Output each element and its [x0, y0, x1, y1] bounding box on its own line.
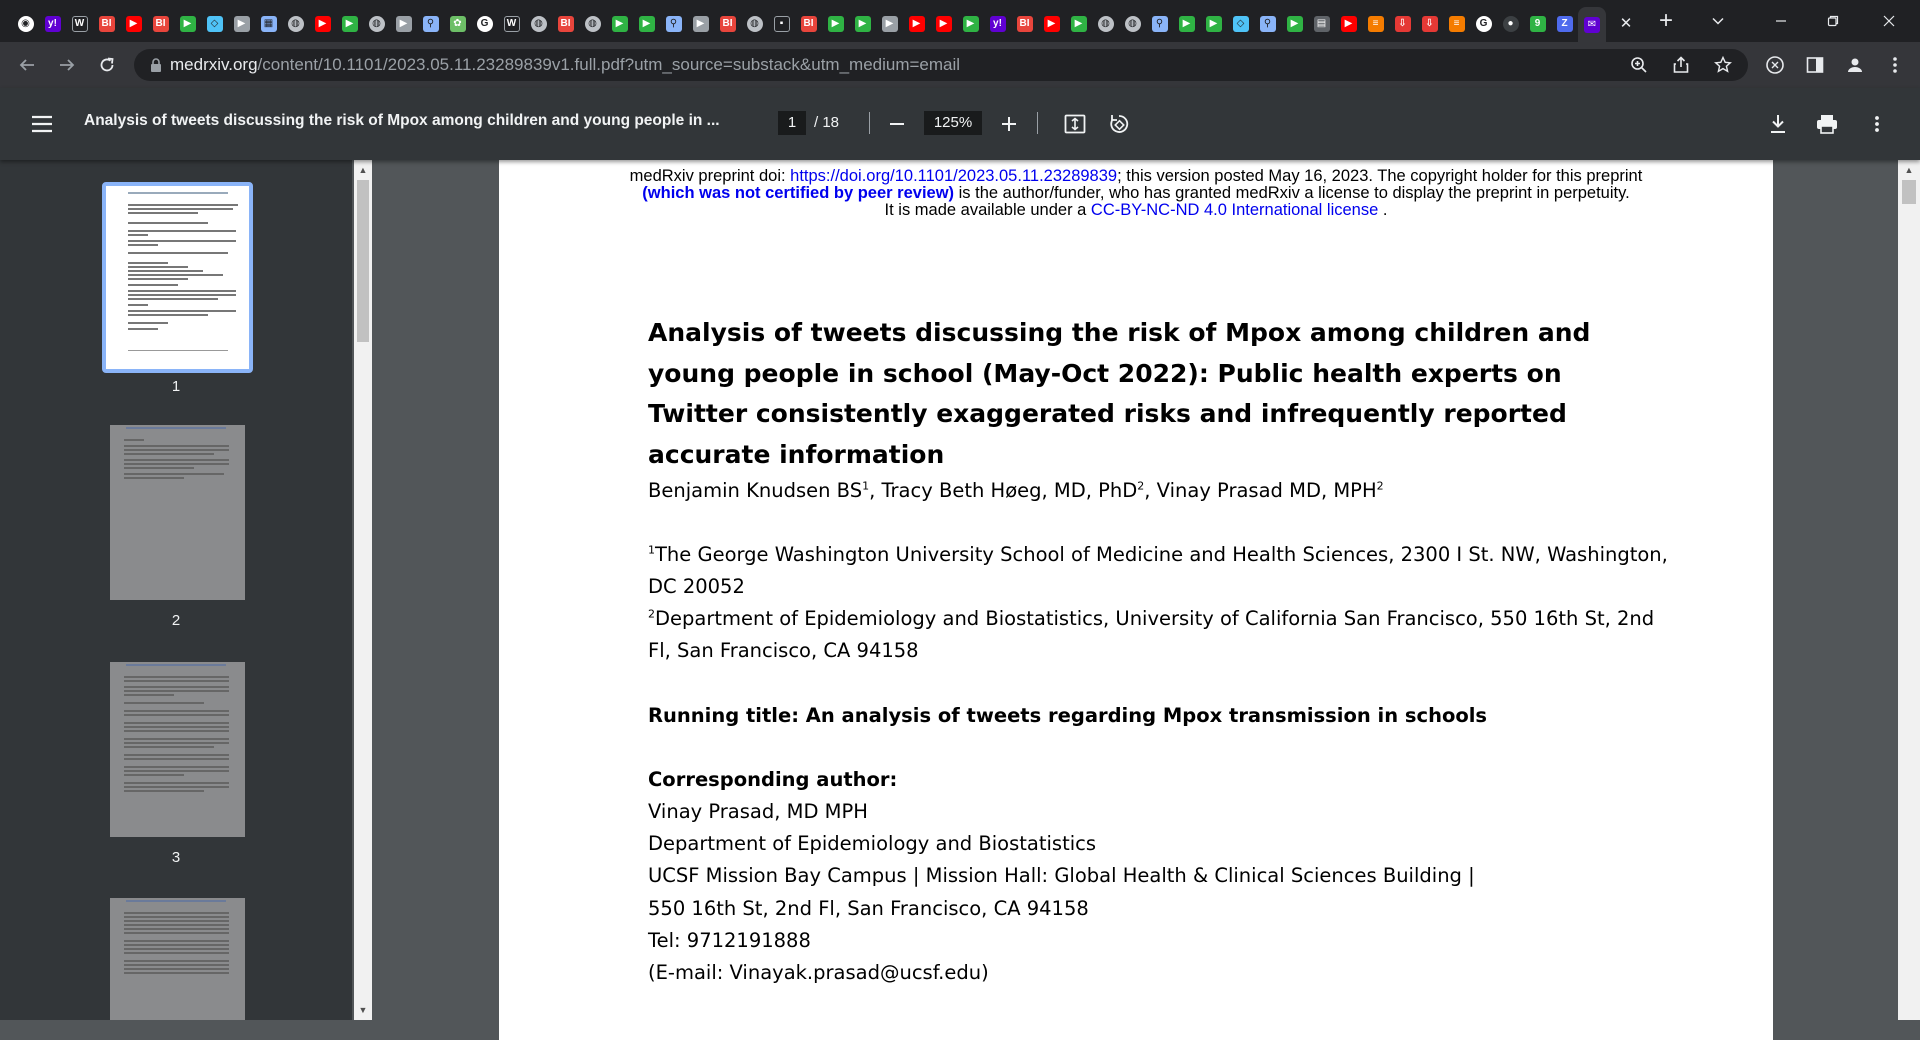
browser-tab[interactable] [471, 7, 498, 41]
menu-kebab-icon[interactable] [1884, 54, 1906, 76]
youtube-icon: ▶ [1341, 16, 1357, 32]
business-insider-icon: BI [99, 16, 115, 32]
browser-tab[interactable] [1092, 7, 1119, 41]
tab-search-chevron-down-icon[interactable] [1706, 0, 1730, 42]
browser-tab[interactable] [957, 7, 984, 41]
business-insider-icon: BI [1017, 16, 1033, 32]
corresponding-author-address: 550 16th St, 2nd Fl, San Francisco, CA 94158 [648, 897, 1089, 920]
browser-tab[interactable] [498, 7, 525, 41]
bookmark-icon: ▶ [234, 16, 250, 32]
chrome-icon: ◉ [18, 16, 34, 32]
url-host: medrxiv.org [170, 55, 258, 74]
browser-tab[interactable] [525, 7, 552, 41]
forward-arrow-icon[interactable] [50, 48, 84, 82]
bookmark-orange-icon: ≡ [1449, 16, 1465, 32]
address-bar[interactable] [134, 49, 1748, 81]
toolbar-divider [869, 112, 870, 134]
thumbnail-label-3: 3 [171, 849, 181, 866]
page-number-input[interactable]: 1 [778, 111, 806, 135]
globe-icon: ◍ [747, 16, 763, 32]
peer-review-notice: (which was not certified by peer review) [642, 184, 955, 202]
play-icon: ▶ [1206, 16, 1222, 32]
corresponding-author-email: (E-mail: Vinayak.prasad@ucsf.edu) [648, 961, 989, 984]
browser-tab[interactable] [1443, 7, 1470, 41]
zoom-in-icon[interactable] [994, 109, 1024, 139]
browser-tab[interactable] [120, 7, 147, 41]
browser-tab[interactable] [849, 7, 876, 41]
business-insider-icon: BI [801, 16, 817, 32]
download-icon[interactable] [1763, 109, 1793, 139]
affiliation-2-number: 2 [648, 607, 655, 621]
paper-title: Analysis of tweets discussing the risk of Mpox among children and young people in school (May-Oct 2022): Public health experts on Twitter consistently exaggerated risks and infrequently reported accurate information [648, 318, 1591, 469]
author-2: , Tracy Beth Høeg, MD, PhD [869, 479, 1138, 502]
preprint-banner [499, 168, 1773, 219]
google-icon: G [477, 16, 493, 32]
play-icon: ▶ [828, 16, 844, 32]
doi-link[interactable]: https://doi.org/10.1101/2023.05.11.23289839 [790, 167, 1118, 185]
browser-tab[interactable] [12, 7, 39, 41]
sidebar-scrollbar-thumb[interactable] [357, 180, 369, 342]
minimize-icon[interactable] [1758, 0, 1804, 42]
share-icon[interactable] [1670, 54, 1692, 76]
scroll-down-arrow-icon[interactable]: ▼ [358, 1005, 368, 1015]
page-total: / 18 [814, 114, 840, 131]
browser-tab[interactable] [1173, 7, 1200, 41]
sidebar-scrollbar[interactable] [354, 160, 372, 1020]
browser-tab[interactable] [1497, 7, 1524, 41]
business-insider-icon: BI [720, 16, 736, 32]
bookmark-red-icon: ⇩ [1395, 16, 1411, 32]
banner-doi-prefix: medRxiv preprint doi: [629, 167, 791, 185]
affiliation-1-line-2: DC 20052 [648, 575, 745, 598]
author-1-affiliation: 1 [862, 479, 870, 493]
browser-tab[interactable] [1362, 7, 1389, 41]
business-insider-icon: BI [153, 16, 169, 32]
print-icon[interactable] [1812, 109, 1842, 139]
affiliation-1-number: 1 [648, 543, 655, 557]
zoom-level-input[interactable]: 125% [924, 111, 982, 135]
zoom-icon[interactable] [1628, 54, 1650, 76]
restore-icon[interactable] [1810, 0, 1856, 42]
banner-license-suffix: . [1378, 201, 1388, 219]
g-green-icon: 9 [1530, 16, 1546, 32]
play-icon: ▶ [963, 16, 979, 32]
business-insider-icon: BI [558, 16, 574, 32]
corresponding-author-department: Department of Epidemiology and Biostatistics [648, 832, 1097, 855]
browser-tab[interactable] [1200, 7, 1227, 41]
thumbnail-page-3[interactable] [110, 662, 245, 837]
shield-icon: ◇ [207, 16, 223, 32]
play-icon: ▶ [612, 16, 628, 32]
browser-tab[interactable] [1227, 7, 1254, 41]
thumbnail-sidebar [0, 160, 352, 1020]
corresponding-author-campus: UCSF Mission Bay Campus | Mission Hall: Global Health & Clinical Sciences Building | [648, 864, 1475, 887]
thumbnail-label-2: 2 [171, 612, 181, 629]
search-icon: ⚲ [423, 16, 439, 32]
search-icon: ⚲ [1260, 16, 1276, 32]
browser-tab[interactable] [39, 7, 66, 41]
fit-to-page-icon[interactable] [1060, 109, 1090, 139]
browser-tab[interactable] [444, 7, 471, 41]
browser-tab[interactable] [1065, 7, 1092, 41]
youtube-icon: ▶ [315, 16, 331, 32]
play-icon: ▶ [855, 16, 871, 32]
play-icon: ▶ [180, 16, 196, 32]
browser-tab[interactable] [795, 7, 822, 41]
browser-tab[interactable] [255, 7, 282, 41]
close-tab-icon[interactable]: ✕ [1619, 15, 1633, 32]
browser-tab[interactable] [363, 7, 390, 41]
youtube-icon: ▶ [909, 16, 925, 32]
side-panel-icon[interactable] [1804, 54, 1826, 76]
browser-tab[interactable] [768, 7, 795, 41]
browser-tab[interactable] [822, 7, 849, 41]
browser-tab[interactable] [579, 7, 606, 41]
dark-circle-icon: ● [1503, 16, 1519, 32]
author-2-affiliation: 2 [1137, 479, 1145, 493]
url-path: /content/10.1101/2023.05.11.23289839v1.full.pdf?utm_source=substack&utm_medium=email [257, 55, 961, 74]
window-close-icon[interactable] [1866, 0, 1912, 42]
affiliation-2-line-2: Fl, San Francisco, CA 94158 [648, 639, 919, 662]
browser-tab[interactable] [174, 7, 201, 41]
browser-tab[interactable] [552, 7, 579, 41]
tab-list [0, 0, 1606, 42]
browser-tab[interactable] [417, 7, 444, 41]
more-actions-icon[interactable] [1862, 109, 1892, 139]
yahoo-icon: y! [990, 16, 1006, 32]
banner-doi-suffix: ; this version posted May 16, 2023. The copyright holder for this preprint [1117, 167, 1643, 185]
dark-icon: ▪ [774, 16, 790, 32]
google-icon: G [1476, 16, 1492, 32]
browser-tab[interactable] [1551, 7, 1578, 41]
mail-icon: ✉ [1584, 17, 1600, 33]
browser-tab[interactable] [390, 7, 417, 41]
shield-icon: ◇ [1233, 16, 1249, 32]
browser-tab[interactable] [876, 7, 903, 41]
profile-icon[interactable] [1844, 54, 1866, 76]
affiliation-2 [648, 607, 1654, 630]
url-text[interactable] [170, 55, 960, 75]
author-1: Benjamin Knudsen BS [648, 479, 863, 502]
scroll-up-arrow-icon[interactable]: ▲ [1904, 165, 1914, 175]
browser-tab[interactable] [336, 7, 363, 41]
browser-tab[interactable] [984, 7, 1011, 41]
browser-tab[interactable] [606, 7, 633, 41]
thumbnail-label-1: 1 [171, 378, 181, 395]
search-icon: ⚲ [1152, 16, 1168, 32]
zoom-out-icon[interactable] [882, 109, 912, 139]
browser-tab[interactable] [201, 7, 228, 41]
browser-tab[interactable] [1389, 7, 1416, 41]
pdf-toolbar [0, 88, 1920, 160]
browser-tab[interactable] [903, 7, 930, 41]
tab-strip [0, 0, 1920, 42]
corresponding-author-heading: Corresponding author: [648, 768, 898, 791]
play-icon: ▶ [1071, 16, 1087, 32]
affiliation-1 [648, 543, 1668, 566]
bookmark-star-icon[interactable] [1712, 54, 1734, 76]
back-arrow-icon[interactable] [10, 48, 44, 82]
document-scrollbar[interactable] [1898, 160, 1920, 1020]
browser-tab[interactable] [1254, 7, 1281, 41]
affiliation-2-line-1: Department of Epidemiology and Biostatistics, University of California San Francisco, 550 16th St, 2nd [655, 607, 1655, 630]
browser-tab[interactable] [1416, 7, 1443, 41]
sidebar-menu-icon[interactable] [27, 109, 57, 139]
map-icon: ▦ [261, 16, 277, 32]
browser-tab[interactable] [687, 7, 714, 41]
browser-tab[interactable] [1281, 7, 1308, 41]
bookmark-icon: ▶ [396, 16, 412, 32]
thumbnail-page-4[interactable] [110, 898, 245, 1020]
youtube-icon: ▶ [126, 16, 142, 32]
rotate-icon[interactable] [1104, 109, 1134, 139]
corresponding-author-name: Vinay Prasad, MD MPH [648, 800, 868, 823]
browser-tab[interactable] [660, 7, 687, 41]
globe-icon: ◍ [288, 16, 304, 32]
browser-tab[interactable] [1524, 7, 1551, 41]
scroll-up-arrow-icon[interactable]: ▲ [358, 165, 368, 175]
browser-tab[interactable] [309, 7, 336, 41]
bookmark-orange-icon: ≡ [1368, 16, 1384, 32]
globe-icon: ◍ [585, 16, 601, 32]
banner-license-prefix: It is made available under a [884, 201, 1091, 219]
thumbnail-text-lines [114, 190, 241, 360]
lock-icon[interactable] [148, 54, 164, 76]
reload-icon[interactable] [90, 48, 124, 82]
globe-icon: ◍ [1125, 16, 1141, 32]
browser-tab[interactable] [1038, 7, 1065, 41]
browser-tab[interactable] [714, 7, 741, 41]
thumbnail-page-1[interactable] [102, 182, 253, 373]
browser-tab[interactable] [741, 7, 768, 41]
browser-tab[interactable] [1335, 7, 1362, 41]
thumbnail-page-2[interactable] [110, 425, 245, 600]
wiki-icon: W [72, 16, 88, 32]
bookmark-icon: ▶ [882, 16, 898, 32]
pdf-title: Analysis of tweets discussing the risk of Mpox among children and young people in ... [84, 112, 720, 129]
play-icon: ▶ [1287, 16, 1303, 32]
browser-tab[interactable] [1011, 7, 1038, 41]
play-icon: ▶ [639, 16, 655, 32]
yahoo-icon: y! [45, 16, 61, 32]
corresponding-author-phone: Tel: 9712191888 [648, 929, 811, 952]
author-3-affiliation: 2 [1376, 479, 1384, 493]
globe-icon: ◍ [531, 16, 547, 32]
tree-icon: ✿ [450, 16, 466, 32]
affiliation-1-line-1: The George Washington University School of Medicine and Health Sciences, 2300 I St. NW, Washington, [655, 543, 1668, 566]
browser-tab[interactable] [1578, 7, 1606, 43]
browser-tab[interactable] [633, 7, 660, 41]
browser-tab[interactable] [1119, 7, 1146, 41]
pdf-page [499, 160, 1773, 1040]
youtube-icon: ▶ [936, 16, 952, 32]
news-icon: ▤ [1314, 16, 1330, 32]
bookmark-icon: ▶ [693, 16, 709, 32]
document-scrollbar-thumb[interactable] [1902, 180, 1916, 204]
browser-tab[interactable] [1308, 7, 1335, 41]
play-icon: ▶ [1179, 16, 1195, 32]
globe-icon: ◍ [1098, 16, 1114, 32]
browser-tab[interactable] [1146, 7, 1173, 41]
banner-peer-suffix: is the author/funder, who has granted medRxiv a license to display the preprint in perpetuity. [954, 184, 1630, 202]
new-tab-button[interactable]: + [1658, 7, 1673, 34]
browser-tab[interactable] [282, 7, 309, 41]
browser-toolbar [0, 42, 1920, 88]
author-list [648, 479, 1384, 502]
browser-tab[interactable] [93, 7, 120, 41]
author-3: , Vinay Prasad MD, MPH [1144, 479, 1377, 502]
extension-icon[interactable] [1764, 54, 1786, 76]
license-link[interactable]: CC-BY-NC-ND 4.0 International license [1090, 201, 1379, 219]
toolbar-divider [1037, 112, 1038, 134]
browser-tab[interactable] [66, 7, 93, 41]
browser-tab[interactable] [1470, 7, 1497, 41]
bookmark-red-icon: ⇩ [1422, 16, 1438, 32]
z-icon: Z [1557, 16, 1573, 32]
running-title: Running title: An analysis of tweets regarding Mpox transmission in schools [648, 704, 1488, 727]
browser-tab[interactable] [228, 7, 255, 41]
browser-tab[interactable] [147, 7, 174, 41]
play-icon: ▶ [342, 16, 358, 32]
wiki-icon: W [504, 16, 520, 32]
youtube-icon: ▶ [1044, 16, 1060, 32]
browser-tab[interactable] [930, 7, 957, 41]
globe-icon: ◍ [369, 16, 385, 32]
search-icon: ⚲ [666, 16, 682, 32]
